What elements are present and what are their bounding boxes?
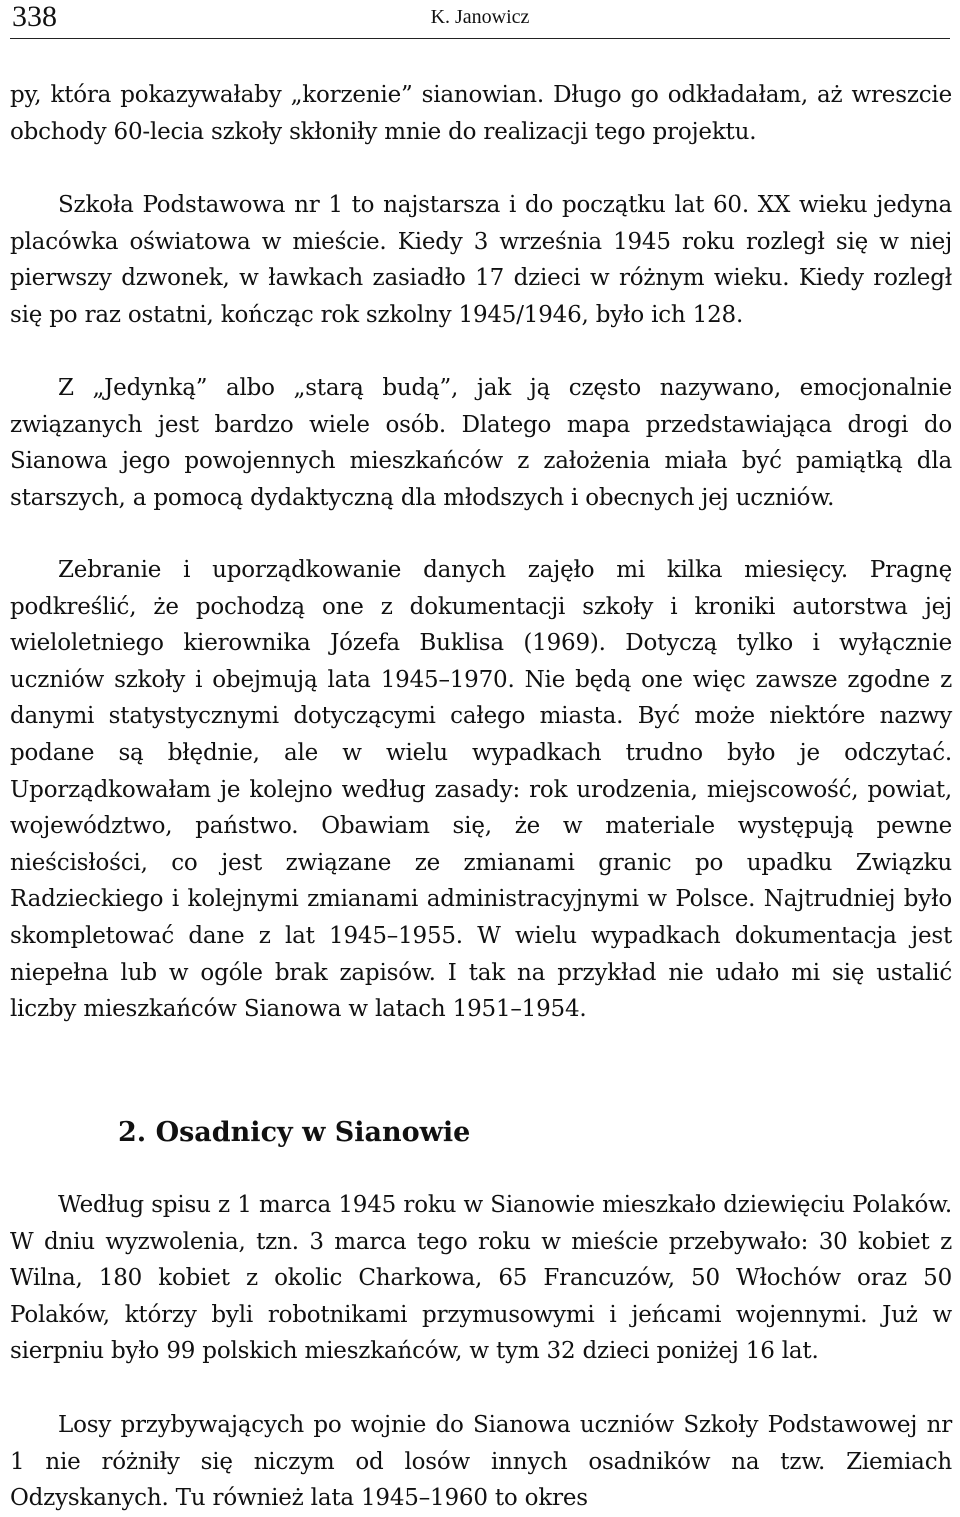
page-header — [0, 0, 960, 40]
header-rule — [10, 38, 950, 39]
paragraph-2: Szkoła Podstawowa nr 1 to najstarsza i do początku lat 60. XX wieku jedyna placówka oświatowa w mieście. Kiedy 3 września 1945 roku rozległ się w niej pierwszy dzwonek, w ławkach zasiadło 17 dzieci w różnym wieku. Kiedy rozległ się po raz ostatni, kończąc rok szkolny 1945/1946, było ich 128. — [10, 192, 952, 328]
paragraph-3: Z „Jedynką” albo „starą budą”, jak ją często nazywano, emocjonalnie związanych jest bardzo wiele osób. Dlatego mapa przedstawiająca drogi do Sianowa jego powojennych mieszkańców z założenia miała być pamiątką dla starszych, a pomocą dydaktyczną dla młodszych i obecnych jej uczniów. — [10, 375, 952, 511]
running-head: K. Janowicz — [430, 6, 530, 28]
section-heading: 2. Osadnicy w Sianowie — [118, 1117, 471, 1148]
page-number: 338 — [12, 0, 57, 33]
paragraph-5: Według spisu z 1 marca 1945 roku w Sianowie mieszkało dziewięciu Polaków. W dniu wyzwolenia, tzn. 3 marca tego roku w mieście przebywało: 30 kobiet z Wilna, 180 kobiet z okolic Charkowa, 65 Francuzów, 50 Włochów oraz 50 Polaków, którzy byli robotnikami przymusowymi i jeńcami wojennymi. Już w sierpniu było 99 polskich mieszkańców, w tym 32 dzieci poniżej 16 lat. — [10, 1192, 952, 1365]
paragraph-4: Zebranie i uporządkowanie danych zajęło mi kilka miesięcy. Pragnę podkreślić, że pochodzą one z dokumentacji szkoły i kroniki autorstwa jej wieloletniego kierownika Józefa Buklisa (1969). Dotyczą tylko i wyłącznie uczniów szkoły i obejmują lata 1945–1970. Nie będą one więc zawsze zgodne z danymi statystycznymi dotyczącymi całego miasta. Być może niektóre nazwy podane są błędnie, ale w wielu wypadkach trudno było je odczytać. Uporządkowałam je kolejno według zasady: rok urodzenia, miejscowość, powiat, województwo, państwo. Obawiam się, że w materiale występują pewne nieścisłości, co jest związane ze zmianami granic po upadku Związku Radzieckiego i kolejnymi zmianami administracyjnymi w Polsce. Najtrudniej było skompletować dane z lat 1945–1955. W wielu wypadkach dokumentacja jest niepełna lub w ogóle brak zapisów. I tak na przykład nie udało mi się ustalić liczby mieszkańców Sianowa w latach 1951–1954. — [10, 557, 952, 1023]
paragraph-6: Losy przybywających po wojnie do Sianowa uczniów Szkoły Podstawowej nr 1 nie różniły się niczym od losów innych osadników na tzw. Ziemiach Odzyskanych. Tu również lata 1945–1960 to okres — [10, 1412, 952, 1512]
paragraph-1: py, która pokazywałaby „korzenie” sianowian. Długo go odkładałam, aż wreszcie obchody 60-lecia szkoły skłoniły mnie do realizacji tego projektu. — [10, 82, 952, 145]
